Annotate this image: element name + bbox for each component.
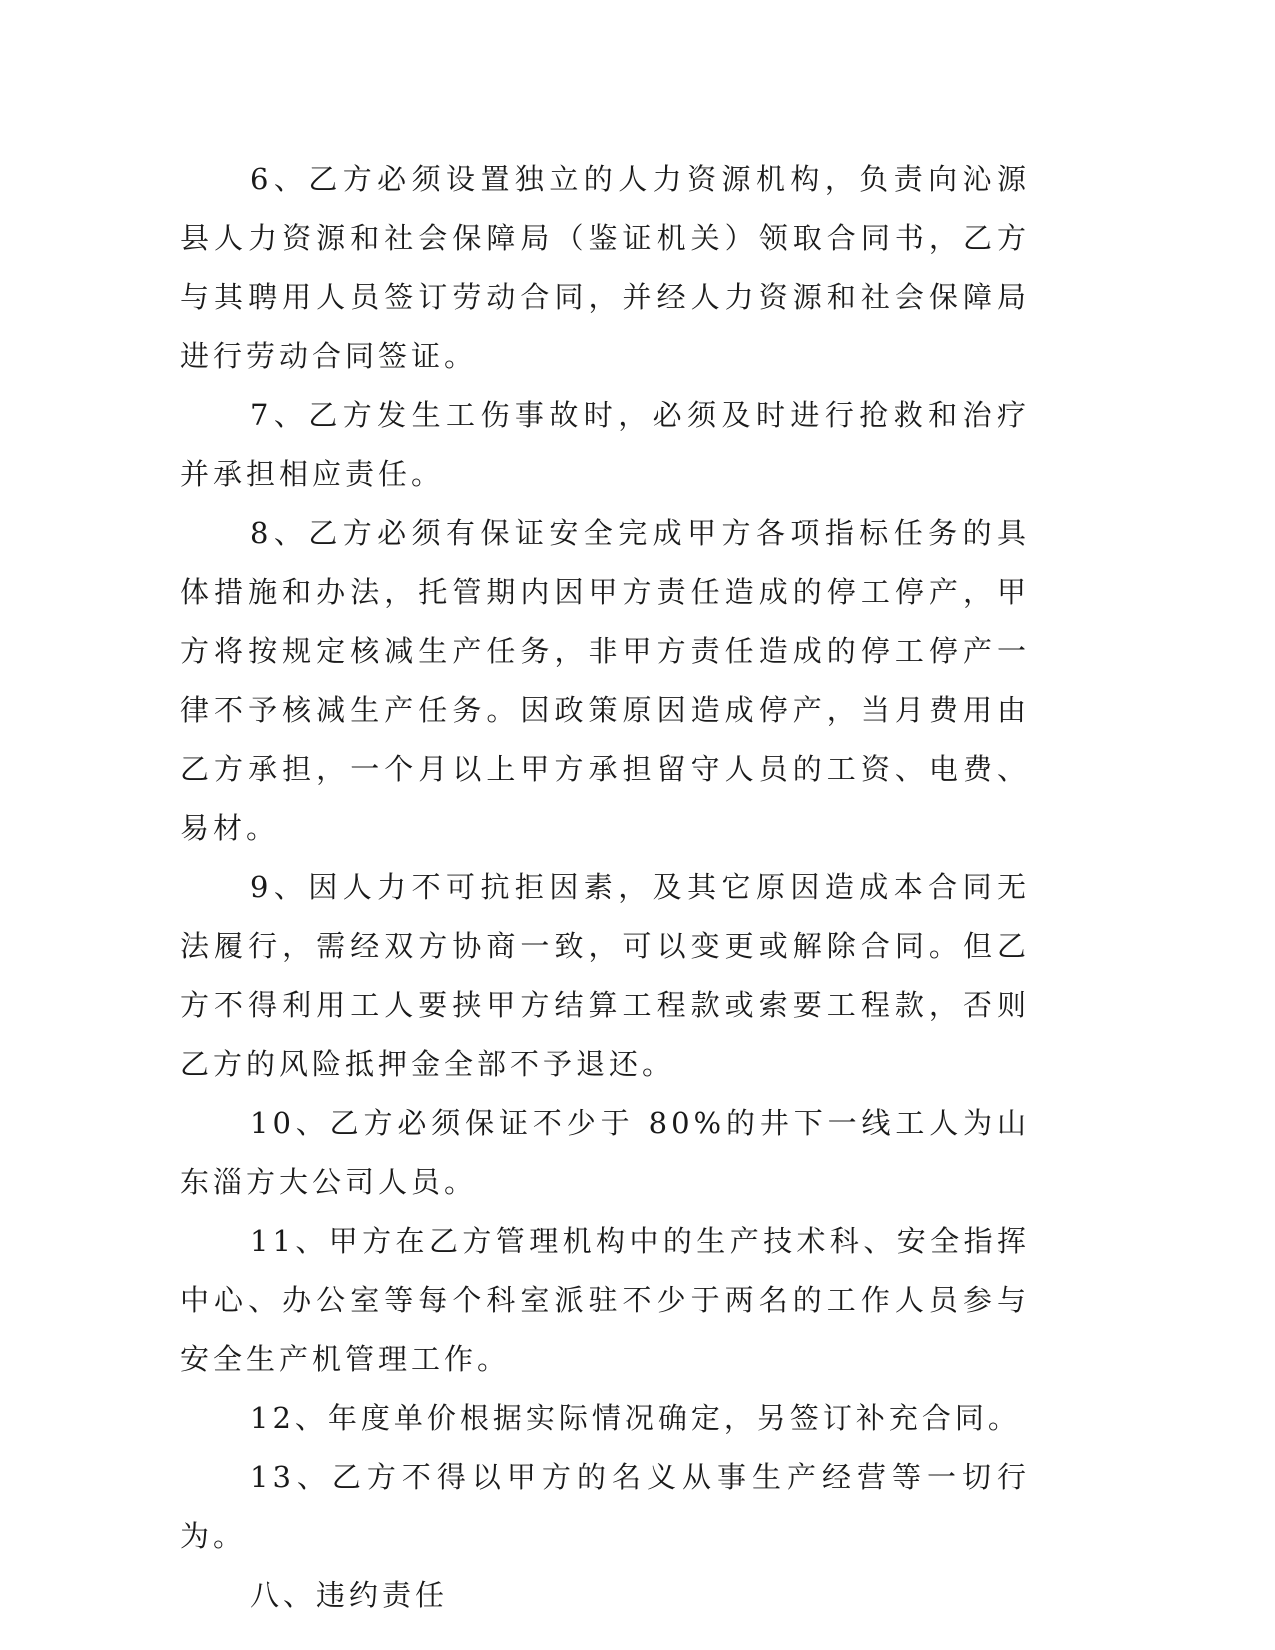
clause-7: 7、乙方发生工伤事故时，必须及时进行抢救和治疗并承担相应责任。: [180, 398, 1030, 491]
document-page: [180, 150, 1030, 1625]
clause-6: 6、乙方必须设置独立的人力资源机构，负责向沁源县人力资源和社会保障局（鉴证机关）领取合同书，乙方与其聘用人员签订劳动合同，并经人力资源和社会保障局进行劳动合同签证。: [180, 162, 1030, 373]
section-heading: 八、违约责任: [250, 1578, 449, 1612]
clause-10: 10、乙方必须保证不少于 80%的井下一线工人为山东淄方大公司人员。: [180, 1106, 1030, 1199]
clause-9: 9、因人力不可抗拒因素，及其它原因造成本合同无法履行，需经双方协商一致，可以变更或解除合同。但乙方不得利用工人要挟甲方结算工程款或索要工程款，否则乙方的风险抵押金全部不予退还。: [180, 870, 1030, 1081]
clause-8: 8、乙方必须有保证安全完成甲方各项指标任务的具体措施和办法，托管期内因甲方责任造成的停工停产，甲方将按规定核减生产任务，非甲方责任造成的停工停产一律不予核减生产任务。因政策原因造成停产，当月费用由乙方承担，一个月以上甲方承担留守人员的工资、电费、易材。: [180, 516, 1030, 845]
clause-12: 12、年度单价根据实际情况确定，另签订补充合同。: [250, 1401, 1021, 1435]
clause-13: 13、乙方不得以甲方的名义从事生产经营等一切行为。: [180, 1460, 1030, 1553]
clause-11: 11、甲方在乙方管理机构中的生产技术科、安全指挥中心、办公室等每个科室派驻不少于两名的工作人员参与安全生产机管理工作。: [180, 1224, 1030, 1376]
